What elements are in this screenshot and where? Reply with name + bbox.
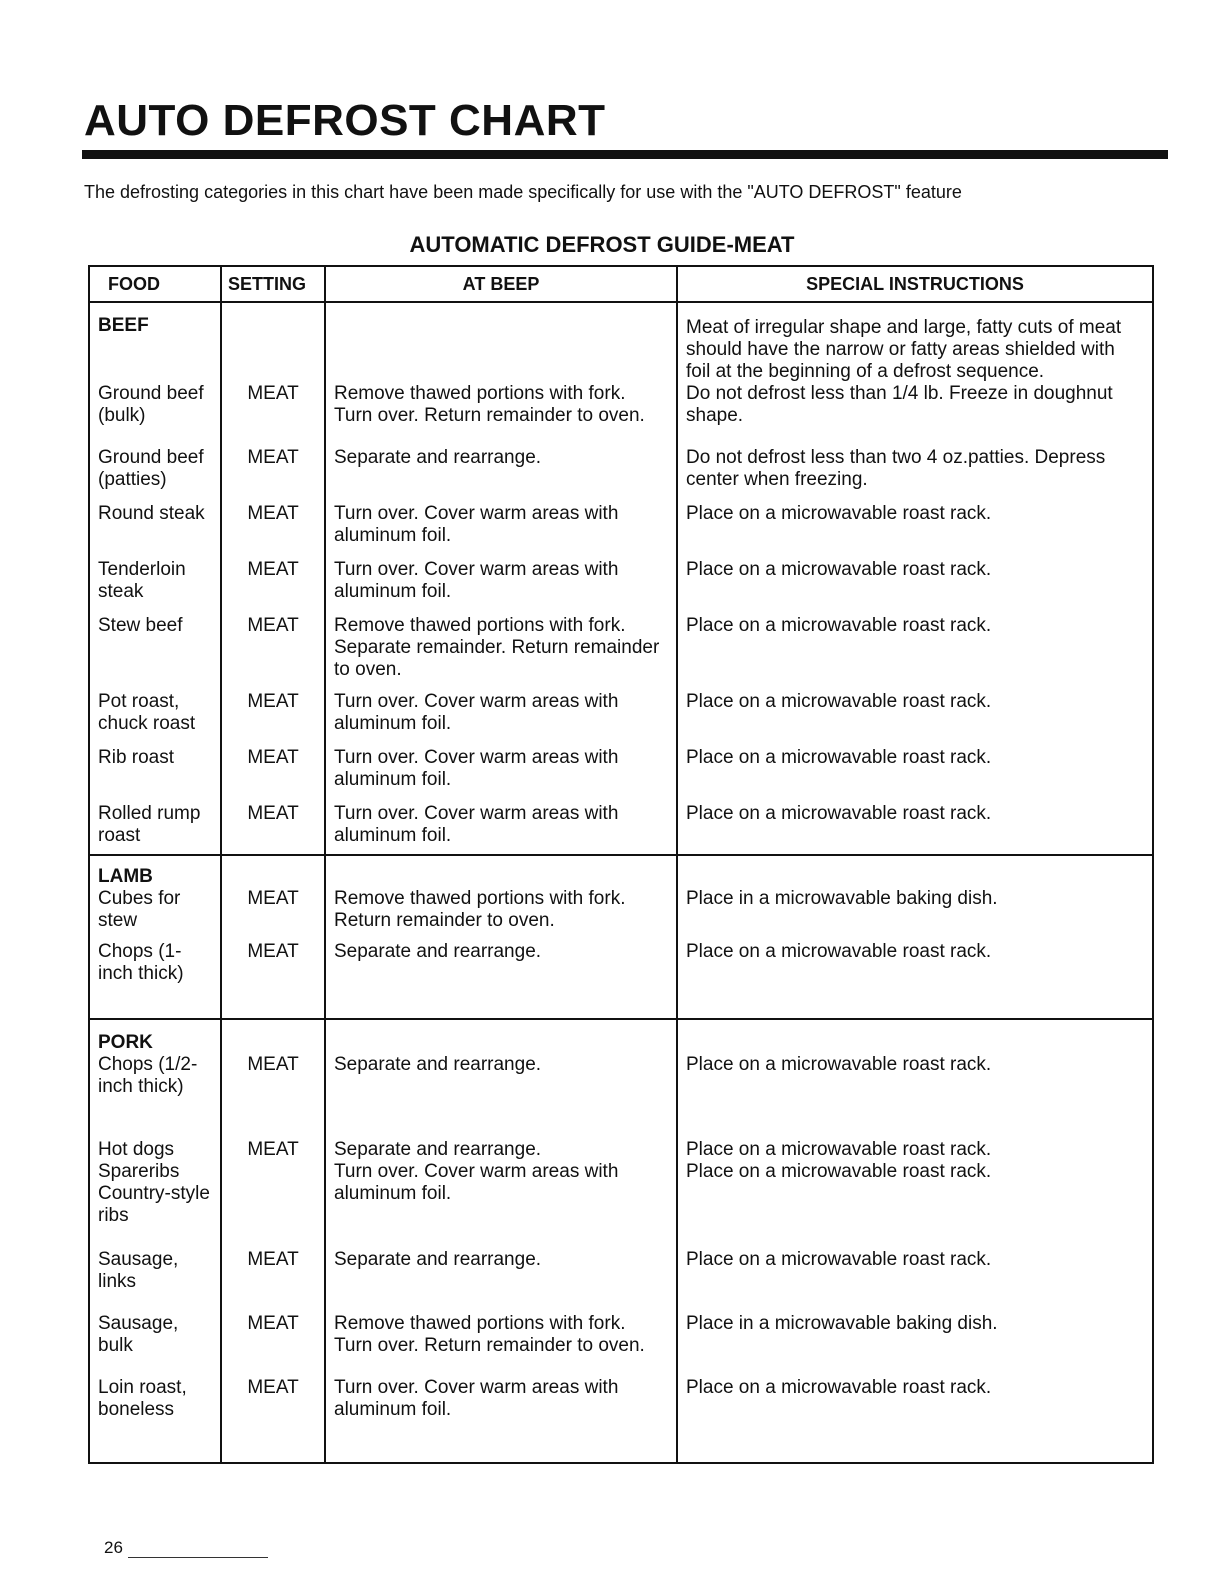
at-beep-cell: Remove thawed portions with fork. Separate remainder. Return remainder to oven. [325, 615, 677, 691]
setting-cell: MEAT [221, 1377, 325, 1463]
category-pork: PORK [98, 1032, 153, 1053]
special-cell: Place in a microwavable baking dish. [677, 1313, 1153, 1377]
defrost-table [88, 265, 1154, 1464]
table-row [89, 1019, 1153, 1139]
table-row [89, 559, 1153, 615]
food-cell: LAMB Cubes for stew [89, 855, 221, 941]
special-cell: Place on a microwavable roast rack. [677, 691, 1153, 747]
header-food: FOOD [89, 266, 221, 302]
header-at-beep: AT BEEP [325, 266, 677, 302]
special-cell: Place on a microwavable roast rack. Place on a microwavable roast rack. [677, 1139, 1153, 1249]
food-cell: Pot roast, chuck roast [89, 691, 221, 747]
setting-cell: MEAT [221, 559, 325, 615]
table-header-row [89, 266, 1153, 302]
category-lamb: LAMB [98, 866, 153, 887]
table-title [0, 232, 1224, 258]
table-title-text: AUTOMATIC DEFROST GUIDE-MEAT [409, 232, 795, 257]
food-cell: Stew beef [89, 615, 221, 691]
food-cell: PORK Chops (1/2-inch thick) [89, 1019, 221, 1139]
setting-cell: MEAT [221, 747, 325, 803]
page-number-rule [128, 1557, 268, 1558]
special-cell: Place on a microwavable roast rack. [677, 559, 1153, 615]
special-cell: Place on a microwavable roast rack. [677, 1019, 1153, 1139]
at-beep-cell: Separate and rearrange. [325, 1249, 677, 1313]
food-cell: Rolled rump roast [89, 803, 221, 855]
setting-cell: MEAT [221, 615, 325, 691]
food-cell: Hot dogs Spareribs Country-style ribs [89, 1139, 221, 1249]
at-beep-cell: Turn over. Cover warm areas with aluminum foil. [325, 691, 677, 747]
table-row [89, 803, 1153, 855]
at-beep-cell: Separate and rearrange. [325, 1019, 677, 1139]
special-cell: Do not defrost less than two 4 oz.patties. Depress center when freezing. [677, 447, 1153, 503]
setting-cell: MEAT [221, 803, 325, 855]
setting-cell: MEAT [221, 941, 325, 1019]
food-cell: Round steak [89, 503, 221, 559]
table-row [89, 447, 1153, 503]
setting-cell: MEAT [221, 1019, 325, 1139]
special-cell: Place on a microwavable roast rack. [677, 1249, 1153, 1313]
at-beep-cell: Separate and rearrange. [325, 447, 677, 503]
at-beep-cell: Separate and rearrange. Turn over. Cover warm areas with aluminum foil. [325, 1139, 677, 1249]
food-cell: Sausage, bulk [89, 1313, 221, 1377]
at-beep-cell: Turn over. Cover warm areas with aluminum foil. [325, 503, 677, 559]
table-row [89, 503, 1153, 559]
food-cell: Rib roast [89, 747, 221, 803]
at-beep-cell: Turn over. Cover warm areas with aluminum foil. [325, 559, 677, 615]
special-cell: Do not defrost less than 1/4 lb. Freeze in doughnut shape. [677, 383, 1153, 447]
intro-text: The defrosting categories in this chart have been made specifically for use with the "AUTO DEFROST" feature [84, 182, 962, 202]
table-row [89, 855, 1153, 941]
beef-intro-special: Meat of irregular shape and large, fatty cuts of meat should have the narrow or fatty areas shielded with foil at the beginning of a defrost sequence. [677, 302, 1153, 383]
at-beep-cell: Turn over. Cover warm areas with aluminum foil. [325, 1377, 677, 1463]
special-cell: Place on a microwavable roast rack. [677, 1377, 1153, 1463]
special-cell: Place on a microwavable roast rack. [677, 747, 1153, 803]
special-cell: Place on a microwavable roast rack. [677, 503, 1153, 559]
table-row [89, 1249, 1153, 1313]
category-beef: BEEF [89, 302, 221, 383]
title-rule [82, 150, 1168, 159]
setting-cell: MEAT [221, 855, 325, 941]
page-title: AUTO DEFROST CHART [84, 96, 606, 145]
at-beep-cell: Remove thawed portions with fork. Turn over. Return remainder to oven. [325, 383, 677, 447]
table-row [89, 691, 1153, 747]
setting-cell: MEAT [221, 503, 325, 559]
table-row [89, 615, 1153, 691]
header-special-instructions: SPECIAL INSTRUCTIONS [677, 266, 1153, 302]
special-cell: Place on a microwavable roast rack. [677, 803, 1153, 855]
table-row [89, 1377, 1153, 1463]
table-row [89, 383, 1153, 447]
setting-cell: MEAT [221, 1249, 325, 1313]
setting-cell: MEAT [221, 691, 325, 747]
category-row-beef [89, 302, 1153, 383]
setting-cell: MEAT [221, 1313, 325, 1377]
special-cell: Place on a microwavable roast rack. [677, 615, 1153, 691]
at-beep-cell: Remove thawed portions with fork. Turn over. Return remainder to oven. [325, 1313, 677, 1377]
food-cell: Tenderloin steak [89, 559, 221, 615]
food-cell: Ground beef (bulk) [89, 383, 221, 447]
setting-cell: MEAT [221, 1139, 325, 1249]
table-row [89, 1139, 1153, 1249]
at-beep-cell: Turn over. Cover warm areas with aluminum foil. [325, 747, 677, 803]
food-cell: Ground beef (patties) [89, 447, 221, 503]
table-row [89, 1313, 1153, 1377]
at-beep-cell: Separate and rearrange. [325, 941, 677, 1019]
setting-cell: MEAT [221, 383, 325, 447]
table-row [89, 941, 1153, 1019]
food-cell: Sausage, links [89, 1249, 221, 1313]
header-setting: SETTING [221, 266, 325, 302]
special-cell: Place in a microwavable baking dish. [677, 855, 1153, 941]
food-cell: Loin roast, boneless [89, 1377, 221, 1463]
at-beep-cell: Remove thawed portions with fork. Return remainder to oven. [325, 855, 677, 941]
food-cell: Chops (1-inch thick) [89, 941, 221, 1019]
special-cell: Place on a microwavable roast rack. [677, 941, 1153, 1019]
table-row [89, 747, 1153, 803]
at-beep-cell: Turn over. Cover warm areas with aluminum foil. [325, 803, 677, 855]
page-number: 26 [104, 1538, 123, 1557]
setting-cell: MEAT [221, 447, 325, 503]
